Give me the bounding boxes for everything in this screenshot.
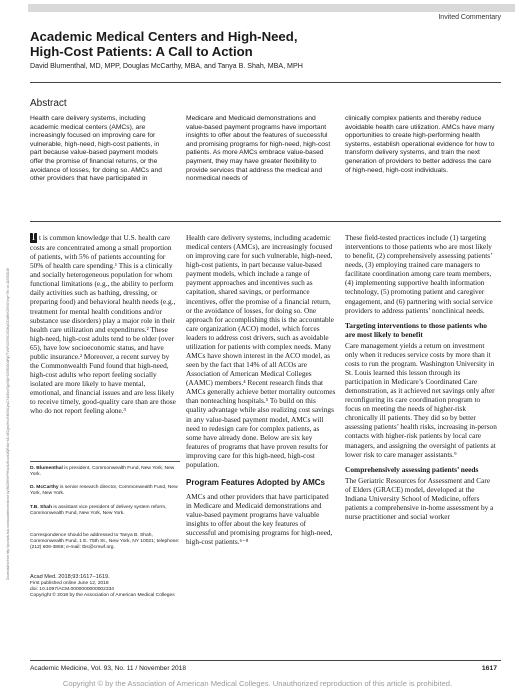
body-column-3	[345, 233, 497, 521]
article-title	[30, 30, 500, 59]
body-paragraph: Care management yields a return on investment only when it reduces service costs by more than it costs to run the program. Washington University in St. Louis learned this lesson through its participation in Medicare’s Coordinated Care demonstration, as it achieved net savings only after reconfiguring its care coordination program to focus on meeting the needs of higher-risk chronically ill patients. They did so by better assessing patients’ health risks, increasing in-person contacts with higher-risk patients by local care managers, and assigning the oversight of patients at lower risk to care manager assistants.⁹	[345, 340, 497, 459]
abstract-column-3: clinically complex patients and thereby reduce avoidable health care utilization. AMCs have many opportunities to create high-performing health systems, establish operational evidence for how to transform delivery systems, and train the next generation of providers to better address the care of high-need, high-cost individuals.	[345, 115, 495, 174]
subsection-heading: Comprehensively assessing patients’ needs	[345, 464, 479, 474]
affiliation-name: D. Blumenthal	[30, 466, 63, 471]
affiliation-name: D. McCarthy	[30, 485, 59, 490]
download-watermark: Downloaded from http://journals.lww.com/academicmedicine by BhDMf5ePHKav1zEoum1tQfN4a+kJLhEZgbsIHo4XMi0hCywCX1AWnYQp/IlQrHD3i3D0OdRyi7TvSFl4Cf3VC4/OAVpDDa8KKGKV0Ymy+78= on 11/08/2018	[6, 268, 10, 580]
affiliation-shah	[30, 505, 180, 517]
affiliation-name: T.B. Shah	[30, 505, 53, 510]
copyright-notice: Copyright © by the Association of American Medical Colleges. Unauthorized reproduction of this article is prohibited.	[62, 679, 453, 688]
journal-reference: Acad Med. 2018;93:1617–1619.	[30, 574, 110, 580]
body-paragraph: The Geriatric Resources for Assessment and Care of Elders (GRACE) model, developed at the Indiana University School of Medicine, offers patients a comprehensive in-home assessment by a nurse practitioner and social worker	[345, 475, 494, 522]
body-paragraph: These field-tested practices include (1) targeting interventions to those patients who are most likely to benefit, (2) comprehensively assessing patients’ needs, (3) employing trained care managers to facilitate coordination among care team members, (4) implementing supportive health information technology, (5) promoting patient and caregiver engagement, and (6) partnering with social service providers to address patients’ nonclinical needs.	[345, 233, 493, 315]
footer-journal: Academic Medicine, Vol. 93, No. 11 / November 2018	[30, 665, 187, 672]
body-text: t is common knowledge that U.S. health care costs are concentrated among a small proportion of patients, with 5% of patients accounting for 50% of health care spending.¹ This is a clinically and socially heterogeneous population for whom functional limitations (e.g., the ability to perform daily activities such as bathing, dressing, or preparing food) and behavioral health needs (e.g., treatment for mental health conditions and/or substance use disorders) play a major role in their health care utilization and expenditures.² These high-need, high-cost adults tend to be older (over 65), have low socioeconomic status, and have public insurance.² Moreover, a recent survey by the Commonwealth Fund found that high-need, high-cost adults who report feeling socially isolated are more likely to have mental, emotional, and financial issues and are less likely to receive timely, good-quality care than are those who do not report feeling alone.³	[30, 233, 176, 416]
drop-cap: I	[31, 232, 36, 243]
body-paragraph: Health care delivery systems, including academic medical centers (AMCs), are increasingly focused on improving care for such vulnerable, high-need, high-cost patients, in part because value-based payment models, which include a range of payment approaches and incentives such as capitation, shared savings, or performance incentives, offer the promise of a financial return, or the avoidance of losses, for doing so. One approach for accomplishing this is the accountable care organization (ACO) model, which forces leaders to address cost drivers, such as avoidable utilization for patients with complex needs. Many AMCs have shown interest in the ACO model, as seen by the fact that 14% of all ACOs are Association of American Medical Colleges (AAMC) members.⁴ Recent research finds that AMCs generally achieve better mortality outcomes than nonteaching hospitals.⁵ To build on this quality advantage while also realizing cost savings in any value-based payment model, AMCs will need to redesign care for complex patients, as some have already done. Below are six key features of programs that have proven results for improving care for this high-need, high-cost population.	[186, 233, 336, 469]
body-paragraph	[30, 233, 176, 415]
page-number: 1617	[481, 665, 497, 672]
first-published: First published online June 12, 2018	[30, 581, 109, 586]
article-category: Invited Commentary	[438, 14, 501, 21]
body-paragraph: AMCs and other providers that have participated in Medicare and Medicaid demonstrations and value-based payment programs have valuable insights to offer about the key features of successful and promising programs for high-need, high-cost patients.⁶⁻⁸	[186, 491, 333, 547]
title-divider	[30, 82, 501, 83]
affiliation-text: is president, Commonwealth Fund, New York, New York.	[30, 466, 175, 478]
abstract-column-1: Health care delivery systems, including academic medical centers (AMCs), are increasingly focused on improving care for vulnerable, high-need, high-cost patients, in part because value-based payment models offer the promise of financial returns, or the avoidance of losses, for doing so. AMCs and other providers that have participated in	[30, 115, 162, 183]
header-bar	[0, 0, 515, 20]
header-rule	[28, 4, 515, 12]
affiliation-text: is senior research director, Commonwealth Fund, New York, New York.	[30, 485, 178, 497]
body-column-2	[186, 233, 336, 546]
abstract-heading: Abstract	[30, 98, 67, 109]
section-heading: Program Features Adopted by AMCs	[186, 478, 325, 488]
body-column-1	[30, 233, 176, 415]
affiliation-text: is assistant vice president of delivery system reform, Commonwealth Fund, New York, New York.	[30, 505, 167, 517]
affiliation-mccarthy	[30, 485, 180, 497]
citation-block	[30, 574, 180, 599]
footer-rule	[30, 660, 501, 661]
affiliation-blumenthal	[30, 466, 180, 478]
doi: doi: 10.1097/ACM.0000000000002334	[30, 587, 115, 593]
abstract-divider	[30, 221, 501, 222]
title-line-1: Academic Medical Centers and High-Need,	[30, 29, 298, 44]
author-list: David Blumenthal, MD, MPP, Douglas McCarthy, MBA, and Tanya B. Shah, MBA, MPH	[30, 62, 303, 70]
title-line-2: High-Cost Patients: A Call to Action	[30, 43, 253, 59]
correspondence-note: Correspondence should be addressed to Tanya B. Shah, Commonwealth Fund, 1 E. 75th St., New York, NY 10021; telephone: (212) 606-3856; e-mail: tbs@cmwf.org.	[30, 533, 180, 551]
affiliation-divider	[30, 461, 180, 462]
copyright-line: Copyright © 2018 by the Association of American Medical Colleges	[30, 593, 175, 599]
abstract-column-2: Medicare and Medicaid demonstrations and value-based payment programs have important insights to offer about the features of successful and promising programs for high-need, high-cost patients. As more AMCs embrace value-based payment, they may have greater flexibility to provide services that address the medical and nonmedical needs of	[186, 115, 331, 183]
subsection-heading: Targeting interventions to those patients who are most likely to benefit	[345, 320, 487, 339]
